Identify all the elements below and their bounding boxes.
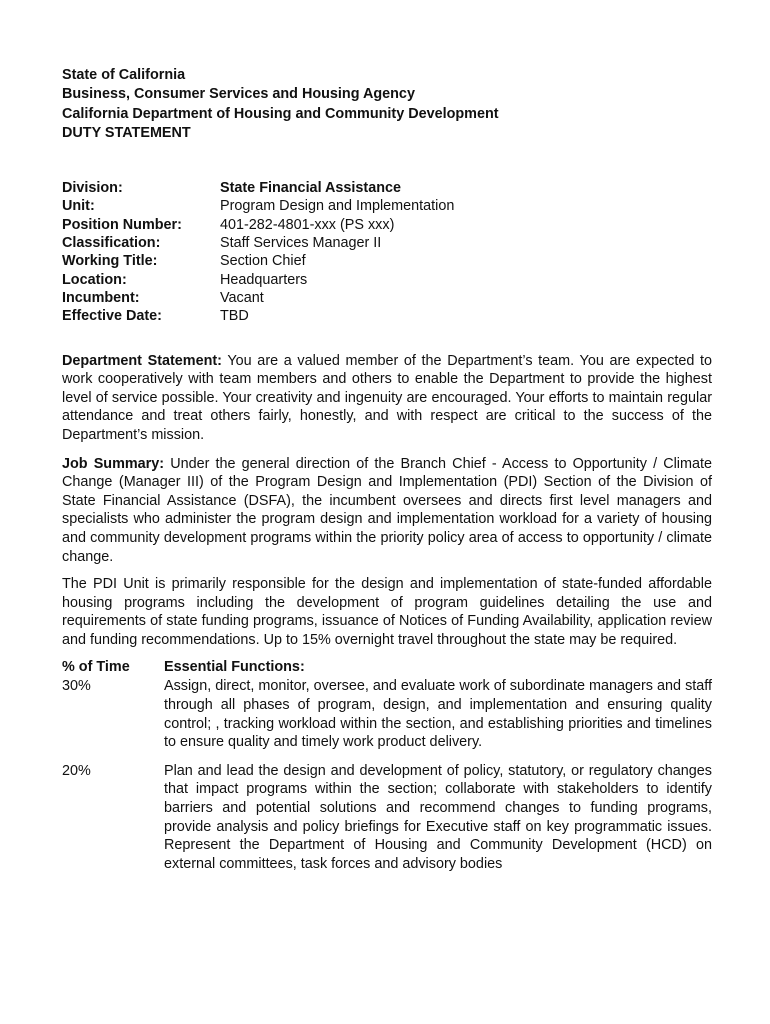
info-row-location bbox=[62, 271, 712, 289]
info-label: Location: bbox=[62, 271, 127, 288]
essential-function-row bbox=[62, 677, 712, 751]
info-label: Working Title: bbox=[62, 253, 158, 270]
info-label: Effective Date: bbox=[62, 308, 162, 325]
department-statement-text: You are a valued member of the Department’s team. You are expected to work cooperatively with team members and others to enable the Department to provide the highest level of service possible. Your creativity and ingenuity are encouraged. Your efforts to maintain regular attendance and treat others fairly, honestly, and with respect are critical to the success of the Department’s mission. bbox=[62, 352, 713, 443]
info-value: Vacant bbox=[220, 289, 264, 306]
info-row-working-title bbox=[62, 252, 712, 270]
department-statement bbox=[62, 352, 712, 445]
info-value: Section Chief bbox=[220, 253, 306, 270]
position-info bbox=[62, 179, 712, 325]
header-department: California Department of Housing and Community Development bbox=[62, 105, 499, 122]
essential-function-row bbox=[62, 762, 712, 874]
essential-functions-title: Essential Functions: bbox=[164, 659, 305, 676]
job-summary bbox=[62, 455, 712, 567]
info-row-unit bbox=[62, 197, 712, 215]
job-summary-label: Job Summary: bbox=[62, 455, 165, 472]
info-value: Headquarters bbox=[220, 271, 308, 288]
info-label: Classification: bbox=[62, 235, 161, 252]
document-title: DUTY STATEMENT bbox=[62, 124, 191, 141]
pdi-unit-paragraph: The PDI Unit is primarily responsible for the design and implementation of state-funded affordable housing programs including the development of program guidelines detailing the use and requirements of state funding programs, issuance of Notices of Funding Availability, application review and funding recommendations. Up to 15% overnight travel throughout the state may be required. bbox=[62, 576, 712, 648]
info-row-incumbent bbox=[62, 289, 712, 307]
function-description: Assign, direct, monitor, oversee, and evaluate work of subordinate managers and staff through all phases of program, design, and implementation and ensuring quality control; , tracking workload within the section, and establishing priorities and timelines to ensure quality and timely work product delivery. bbox=[164, 678, 712, 751]
info-value: Staff Services Manager II bbox=[220, 235, 382, 252]
info-label: Position Number: bbox=[62, 216, 182, 233]
header-agency: Business, Consumer Services and Housing Agency bbox=[62, 86, 415, 103]
job-summary-text: Under the general direction of the Branch Chief - Access to Opportunity / Climate Change (Manager III) of the Program Design and Implementation (PDI) Section of the Division of State Financial Assistance (DSFA), the incumbent oversees and directs first level managers and specialists who administer the program design and implementation workload for a variety of housing and community development programs within the priority policy area of access to opportunity / climate change. bbox=[62, 455, 712, 565]
info-row-division bbox=[62, 179, 712, 197]
percent-time-header: % of Time bbox=[62, 659, 130, 676]
info-value: Program Design and Implementation bbox=[220, 198, 455, 215]
info-value: State Financial Assistance bbox=[220, 180, 402, 197]
info-row-position-number bbox=[62, 216, 712, 234]
info-label: Unit: bbox=[62, 198, 95, 215]
info-value: TBD bbox=[220, 308, 249, 325]
info-label: Incumbent: bbox=[62, 289, 140, 306]
function-percent: 30% bbox=[62, 678, 91, 695]
info-label: Division: bbox=[62, 180, 123, 197]
document-header bbox=[62, 66, 712, 143]
function-percent: 20% bbox=[62, 762, 91, 779]
department-statement-label: Department Statement: bbox=[62, 352, 222, 369]
essential-functions-header bbox=[62, 658, 712, 677]
duty-statement-page bbox=[62, 66, 712, 883]
info-row-classification bbox=[62, 234, 712, 252]
info-row-effective-date bbox=[62, 307, 712, 325]
function-description: Plan and lead the design and development of policy, statutory, or regulatory changes that impact programs within the section; collaborate with stakeholders to identify barriers and potential solutions and recommend changes to funding programs, provide analysis and policy briefings for Executive staff on key programmatic issues. Represent the Department of Housing and Community Development (HCD) on external committees, task forces and advisory bodies bbox=[164, 762, 712, 872]
info-value: 401-282-4801-xxx (PS xxx) bbox=[220, 216, 395, 233]
header-state: State of California bbox=[62, 67, 186, 83]
